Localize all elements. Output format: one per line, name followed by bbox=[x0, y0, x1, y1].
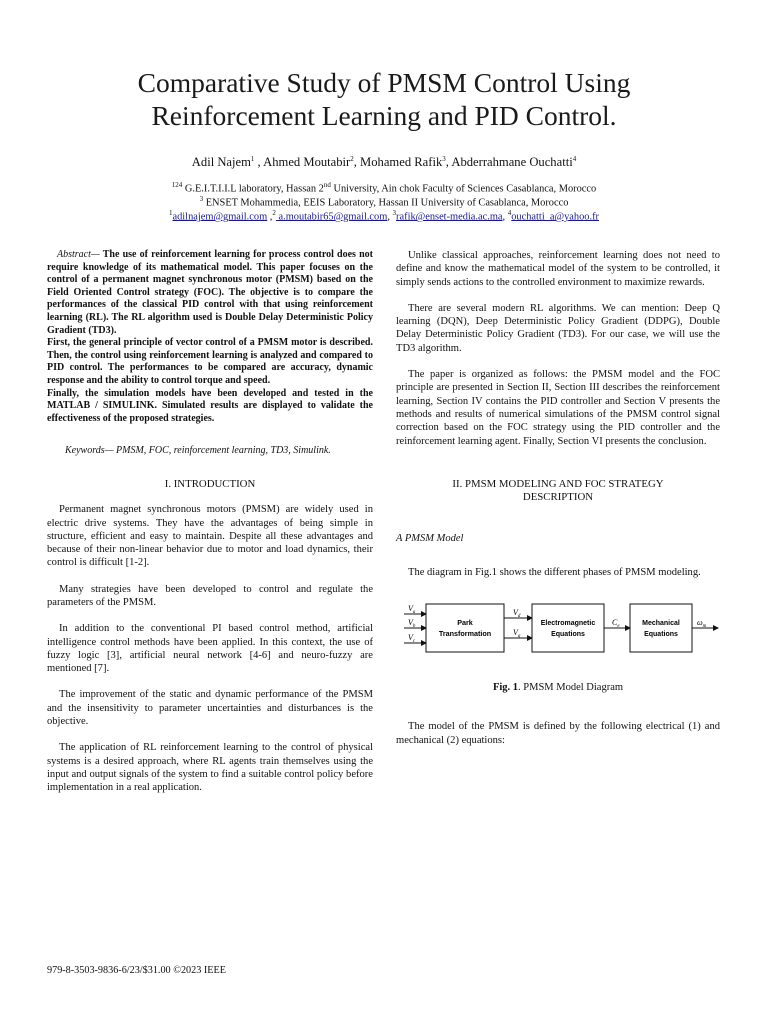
author-4-sup: 4 bbox=[572, 155, 577, 163]
vb-label: V bbox=[408, 618, 413, 628]
intro-paragraph-4: The improvement of the static and dynamic performance of the PMSM and the insensitivity to parameter uncertainties and disturbances is the objective. bbox=[47, 689, 373, 728]
email-link-2[interactable]: a.moutabir65@gmail.com bbox=[275, 211, 388, 223]
affiliation-1-text-2: University, Ain chok Faculty of Sciences Casablanca, Morocco bbox=[330, 183, 597, 195]
figure-1-caption-label: Fig. 1 bbox=[492, 682, 519, 694]
keywords: Keywords— PMSM, FOC, reinforcement learning, TD3, Simulink. bbox=[65, 445, 331, 457]
vb-sub: b bbox=[412, 624, 416, 630]
author-2: , Ahmed Moutabir bbox=[254, 155, 351, 170]
email-list bbox=[40, 207, 728, 223]
section-heading-pmsm-modeling bbox=[396, 478, 720, 505]
paper-title bbox=[40, 66, 728, 132]
svg-text:Vq bbox=[513, 628, 521, 639]
park-label-1: Park bbox=[457, 618, 473, 628]
author-2-sup: 2 bbox=[350, 155, 354, 163]
email-2-sup: 2 bbox=[272, 209, 276, 217]
vq-label: V bbox=[513, 628, 518, 638]
input-vc bbox=[404, 633, 426, 644]
author-list bbox=[40, 155, 728, 170]
section-2-title-line-1: II. PMSM MODELING AND FOC STRATEGY bbox=[452, 477, 664, 490]
author-4: , Abderrahmane Ouchatti bbox=[445, 155, 573, 170]
wm-sub: m bbox=[702, 624, 707, 630]
svg-text:Vc bbox=[408, 633, 416, 644]
intro-paragraph-2: Many strategies have been developed to control and regulate the parameters of the PMSM. bbox=[47, 583, 373, 608]
electromagnetic-label-2: Equations bbox=[551, 631, 585, 639]
svg-text:Va bbox=[408, 604, 416, 615]
svg-text:Vb bbox=[408, 618, 416, 629]
intro-paragraph-5: The application of RL reinforcement learning to the control of physical systems is a desired approach, where RL agents train themselves using the input and output signals of the system to find a suitable control policy before implementation in a real application. bbox=[47, 742, 373, 794]
affiliation-2-sup: 3 bbox=[199, 195, 204, 203]
author-3: , Mohamed Rafik bbox=[353, 155, 443, 170]
affiliation-1-nd: nd bbox=[323, 181, 331, 189]
section-2-title-line-2: DESCRIPTION bbox=[522, 491, 594, 504]
abstract-paragraph-3: Finally, the simulation models have been developed and tested in the MATLAB / SIMULINK. Simulated results are displayed to validate the effectiveness of the proposed strategies. bbox=[47, 387, 373, 424]
svg-text:Vd bbox=[513, 608, 521, 619]
title-line-1: Comparative Study of PMSM Control Using bbox=[137, 67, 631, 98]
title-line-2: Reinforcement Learning and PID Control. bbox=[151, 100, 617, 131]
input-va bbox=[404, 604, 426, 615]
intro-paragraph-8: The paper is organized as follows: the PMSM model and the FOC principle are presented in Section II, Section III describes the reinforcement learning, Section IV contains the PID controller and Section V presents the methods and results of numerical simulations of the PMSM control signal correction based on the FOC strategy using the PID controller and the reinforcement learning agent. Finally, Section VI presents the conclusion. bbox=[396, 369, 720, 447]
intro-paragraph-3: In addition to the conventional PI based control method, artificial intelligence control methods have been applied. In this context, the use of fuzzy logic [3], artificial neural network [4-6] and neuro-fuzzy are mentioned [7]. bbox=[47, 623, 373, 675]
svg-text:Ce bbox=[612, 618, 620, 629]
mechanical-label-2: Equations bbox=[644, 631, 678, 639]
va-sub: a bbox=[412, 610, 416, 616]
ce-label: C bbox=[612, 618, 618, 628]
intro-paragraph-1: Permanent magnet synchronous motors (PMSM) are widely used in electric drive systems. They have the advantages of being simple in structure, efficient and easy to maintain. Despite all these advantages and because of their non-linear behavior due to motor and load dynamics, their control is difficult [1-2]. bbox=[47, 504, 373, 569]
left-column bbox=[47, 249, 373, 808]
mechanical-label-1: Mechanical bbox=[642, 620, 680, 628]
email-sep-3: , bbox=[502, 211, 508, 223]
author-1: Adil Najem bbox=[191, 155, 251, 170]
park-transformation-block bbox=[426, 604, 504, 652]
vd-sub: d bbox=[517, 614, 521, 620]
electromagnetic-label-1: Electromagnetic bbox=[540, 620, 596, 628]
email-4-sup: 4 bbox=[507, 209, 512, 217]
abstract-text-1: The use of reinforcement learning for process control does not require knowledge of its mathematical model. This paper focuses on the control of a permanent magnet synchronous motor (PMSM) based on the Field Oriented Control strategy (FOC). The objective is to compare the performances of the classical PID control with that using reinforcement learning (RL). The RL algorithm used is Double Delay Deterministic Policy Gradient (TD3). bbox=[47, 249, 373, 336]
author-3-sup: 3 bbox=[442, 155, 446, 163]
affiliation-1-text: G.E.I.T.I.I.L laboratory, Hassan 2 bbox=[182, 183, 324, 195]
right-column bbox=[396, 249, 720, 760]
figure-1-caption bbox=[396, 681, 720, 694]
vq-sub: q bbox=[517, 634, 521, 640]
abstract-paragraph-1 bbox=[47, 249, 373, 337]
model-intro-paragraph: The model of the PMSM is defined by the following electrical (1) and mechanical (2) equations: bbox=[396, 721, 720, 746]
affiliation-1-sup: 124 bbox=[171, 181, 183, 189]
svg-text:ωm bbox=[697, 618, 707, 629]
email-link-1[interactable]: adilnajem@gmail.com bbox=[172, 211, 268, 223]
intro-paragraph-6: Unlike classical approaches, reinforcement learning does not need to define and know the mathematical model of the system to be controlled, it simply sends actions to the controlled environment to maximize rewards. bbox=[396, 250, 720, 288]
subsection-heading-pmsm-model: A PMSM Model bbox=[396, 533, 464, 545]
email-1-sup: 1 bbox=[168, 209, 173, 217]
vd-label: V bbox=[513, 608, 518, 618]
email-link-4[interactable]: ouchatti_a@yahoo.fr bbox=[511, 211, 599, 223]
fig1-intro-text: The diagram in Fig.1 shows the different phases of PMSM modeling. bbox=[408, 566, 701, 578]
electromagnetic-equations-block bbox=[532, 604, 604, 652]
author-1-sup: 1 bbox=[250, 155, 255, 163]
section-heading-introduction: I. INTRODUCTION bbox=[164, 477, 256, 490]
abstract-paragraph-2: First, the general principle of vector control of a PMSM motor is described. Then, the control using reinforcement learning is analyzed and compared to PID control. The performances to be compared are accuracy, dynamic response and the ability to control torque and speed. bbox=[47, 337, 373, 386]
email-sep-2: , bbox=[387, 211, 393, 223]
email-link-3[interactable]: rafik@enset-media.ac.ma bbox=[396, 211, 503, 223]
email-3-sup: 3 bbox=[392, 209, 397, 217]
ce-sub: e bbox=[617, 624, 620, 630]
pmsm-model-diagram bbox=[396, 589, 720, 659]
va-label: V bbox=[408, 604, 413, 614]
figure-1-caption-text: . PMSM Model Diagram bbox=[518, 682, 624, 694]
mechanical-equations-block bbox=[630, 604, 692, 652]
vc-label: V bbox=[408, 633, 413, 643]
intro-paragraph-7: There are several modern RL algorithms. We can mention: Deep Q learning (DQN), Deep Deterministic Policy Gradient (DDPG), Double Delay Deterministic Policy Gradient (TD3). For our case, we will use the TD3 algorithm. bbox=[396, 302, 720, 354]
affiliation-2-text: ENSET Mohammedia, EEIS Laboratory, Hassan II University of Casablanca, Morocco bbox=[203, 197, 569, 209]
email-sep-1: , bbox=[267, 211, 273, 223]
park-label-2: Transformation bbox=[438, 629, 492, 639]
wm-label: ω bbox=[697, 618, 703, 628]
input-vb bbox=[404, 618, 426, 629]
copyright-footer: 979-8-3503-9836-6/23/$31.00 ©2023 IEEE bbox=[47, 965, 226, 976]
vc-sub: c bbox=[412, 639, 416, 645]
abstract-lead: Abstract— bbox=[57, 249, 100, 260]
